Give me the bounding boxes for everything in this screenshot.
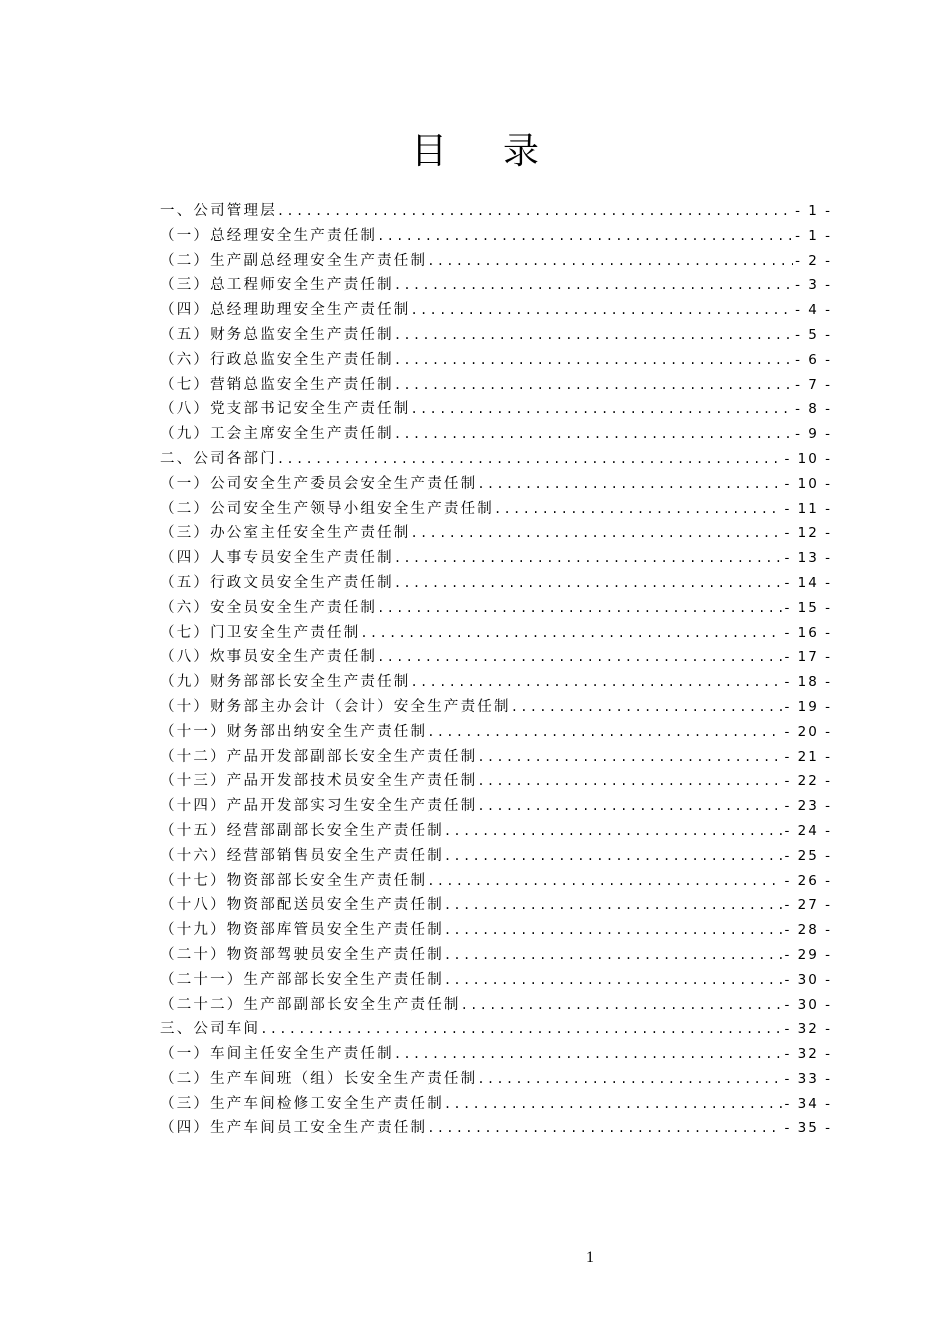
toc-entry-label: （一）总经理安全生产责任制 [160,227,378,244]
toc-entry-page: - 2 - [795,252,832,269]
toc-entry-label: （二）生产车间班（组）长安全生产责任制 [160,1070,478,1087]
toc-dot-leader [444,1092,783,1117]
toc-entry[interactable] [160,298,832,323]
toc-entry-page: - 10 - [784,475,832,492]
toc-entry-label: （十）财务部主办会计（会计）安全生产责任制 [160,698,511,715]
toc-entry[interactable] [160,844,832,869]
toc-entry-label: （二十一）生产部部长安全生产责任制 [160,971,444,988]
toc-entry[interactable] [160,1116,832,1141]
toc-dot-leader [444,943,783,968]
toc-entry-label: （七）门卫安全生产责任制 [160,624,361,641]
toc-dot-leader [394,348,793,373]
toc-dot-leader [477,472,782,497]
toc-entry[interactable] [160,472,832,497]
toc-dot-leader [411,521,783,546]
toc-entry[interactable] [160,546,832,571]
toc-entry[interactable] [160,769,832,794]
toc-dot-leader [411,298,794,323]
toc-dot-leader [394,273,793,298]
toc-dot-leader [377,224,793,249]
toc-dot-leader [477,745,782,770]
toc-entry-label: （十二）产品开发部副部长安全生产责任制 [160,748,478,765]
toc-entry-label: （二十）物资部驾驶员安全生产责任制 [160,946,444,963]
toc-entry-label: （十四）产品开发部实习生安全生产责任制 [160,798,478,815]
table-of-contents [160,199,832,1141]
toc-entry-page: - 34 - [784,1095,832,1112]
toc-entry-page: - 19 - [784,698,832,715]
toc-entry-label: （十一）财务部出纳安全生产责任制 [160,723,428,740]
toc-entry-page: - 30 - [784,971,832,988]
toc-entry[interactable] [160,249,832,274]
toc-entry[interactable] [160,943,832,968]
toc-entry[interactable] [160,447,832,472]
toc-entry-page: - 30 - [784,996,832,1013]
toc-entry-label: （九）工会主席安全生产责任制 [160,426,394,443]
toc-entry-label: （三）办公室主任安全生产责任制 [160,525,411,542]
toc-entry-page: - 1 - [795,227,832,244]
toc-dot-leader [427,720,782,745]
toc-dot-leader [394,546,783,571]
toc-entry-page: - 11 - [784,500,832,517]
toc-entry[interactable] [160,323,832,348]
toc-entry-page: - 14 - [784,574,832,591]
toc-entry-page: - 26 - [784,872,832,889]
toc-dot-leader [277,199,793,224]
page-title: 目录 [410,131,595,172]
toc-entry[interactable] [160,993,832,1018]
toc-entry-label: （十三）产品开发部技术员安全生产责任制 [160,773,478,790]
toc-entry-label: 三、公司车间 [160,1021,261,1038]
toc-entry-page: - 7 - [795,376,832,393]
toc-entry-label: （十九）物资部库管员安全生产责任制 [160,922,444,939]
toc-entry-label: （八）党支部书记安全生产责任制 [160,401,411,418]
toc-entry-page: - 3 - [795,277,832,294]
toc-entry-label: （六）行政总监安全生产责任制 [160,351,394,368]
toc-entry[interactable] [160,348,832,373]
toc-entry[interactable] [160,621,832,646]
toc-entry-page: - 27 - [784,897,832,914]
toc-dot-leader [511,695,783,720]
toc-entry-page: - 15 - [784,599,832,616]
toc-entry[interactable] [160,497,832,522]
toc-entry-page: - 17 - [784,649,832,666]
toc-entry[interactable] [160,1042,832,1067]
toc-entry-label: （一）车间主任安全生产责任制 [160,1046,394,1063]
toc-entry-label: （十六）经营部销售员安全生产责任制 [160,847,444,864]
toc-entry[interactable] [160,1067,832,1092]
toc-dot-leader [277,447,783,472]
toc-dot-leader [444,918,783,943]
toc-entry-page: - 32 - [784,1021,832,1038]
toc-entry-page: - 32 - [784,1046,832,1063]
toc-entry-page: - 20 - [784,723,832,740]
toc-entry-label: （十八）物资部配送员安全生产责任制 [160,897,444,914]
toc-entry-page: - 1 - [795,203,832,219]
toc-entry-page: - 33 - [784,1070,832,1087]
toc-entry[interactable] [160,1017,832,1042]
toc-entry[interactable] [160,1092,832,1117]
toc-entry[interactable] [160,794,832,819]
toc-entry[interactable] [160,869,832,894]
toc-dot-leader [444,893,783,918]
toc-entry-label: （六）安全员安全生产责任制 [160,599,378,616]
toc-entry-page: - 8 - [795,401,832,418]
toc-entry-label: （二十二）生产部副部长安全生产责任制 [160,996,461,1013]
toc-entry-label: 一、公司管理层 [160,203,277,219]
toc-dot-leader [411,670,783,695]
toc-entry-page: - 18 - [784,674,832,691]
toc-entry-page: - 10 - [784,450,832,467]
toc-entry-page: - 25 - [784,847,832,864]
toc-entry[interactable] [160,645,832,670]
toc-dot-leader [411,397,794,422]
toc-dot-leader [360,621,782,646]
toc-entry-page: - 9 - [795,426,832,443]
toc-entry-label: （三）生产车间检修工安全生产责任制 [160,1095,444,1112]
toc-dot-leader [477,1067,782,1092]
toc-entry[interactable] [160,670,832,695]
toc-entry-label: （九）财务部部长安全生产责任制 [160,674,411,691]
toc-entry-page: - 22 - [784,773,832,790]
toc-dot-leader [394,422,793,447]
toc-entry[interactable] [160,397,832,422]
toc-entry-page: - 16 - [784,624,832,641]
toc-dot-leader [477,794,782,819]
toc-dot-leader [377,596,782,621]
toc-entry[interactable] [160,571,832,596]
toc-dot-leader [394,1042,783,1067]
toc-entry[interactable] [160,819,832,844]
toc-entry-page: - 28 - [784,922,832,939]
toc-dot-leader [494,497,782,522]
toc-entry-label: （八）炊事员安全生产责任制 [160,649,378,666]
toc-entry[interactable] [160,199,832,224]
toc-entry[interactable] [160,695,832,720]
toc-entry-page: - 5 - [795,326,832,343]
toc-entry-page: - 4 - [795,302,832,319]
toc-entry-label: （二）生产副总经理安全生产责任制 [160,252,428,269]
toc-dot-leader [444,844,783,869]
toc-entry-page: - 29 - [784,946,832,963]
toc-dot-leader [461,993,783,1018]
toc-dot-leader [427,869,782,894]
toc-entry-label: 二、公司各部门 [160,450,277,467]
toc-entry[interactable] [160,918,832,943]
toc-entry[interactable] [160,521,832,546]
toc-entry-label: （二）公司安全生产领导小组安全生产责任制 [160,500,494,517]
toc-entry-label: （七）营销总监安全生产责任制 [160,376,394,393]
toc-entry-page: - 12 - [784,525,832,542]
toc-dot-leader [260,1017,782,1042]
toc-entry[interactable] [160,273,832,298]
toc-dot-leader [427,1116,782,1141]
page-number: 1 [586,1249,594,1266]
toc-entry[interactable] [160,422,832,447]
toc-entry[interactable] [160,968,832,993]
toc-dot-leader [394,323,793,348]
toc-entry-label: （四）生产车间员工安全生产责任制 [160,1120,428,1137]
toc-dot-leader [394,571,783,596]
toc-entry-label: （五）行政文员安全生产责任制 [160,574,394,591]
toc-entry[interactable] [160,224,832,249]
toc-entry-label: （十七）物资部部长安全生产责任制 [160,872,428,889]
toc-entry[interactable] [160,893,832,918]
toc-entry[interactable] [160,720,832,745]
toc-entry-page: - 24 - [784,822,832,839]
toc-entry-label: （四）人事专员安全生产责任制 [160,550,394,567]
toc-entry-page: - 23 - [784,798,832,815]
toc-entry-label: （三）总工程师安全生产责任制 [160,277,394,294]
toc-entry[interactable] [160,745,832,770]
toc-entry-label: （四）总经理助理安全生产责任制 [160,302,411,319]
toc-dot-leader [377,645,782,670]
toc-entry[interactable] [160,373,832,398]
toc-entry-label: （五）财务总监安全生产责任制 [160,326,394,343]
toc-entry-page: - 13 - [784,550,832,567]
toc-dot-leader [477,769,782,794]
toc-dot-leader [394,373,793,398]
toc-entry-label: （十五）经营部副部长安全生产责任制 [160,822,444,839]
toc-dot-leader [444,968,783,993]
toc-dot-leader [427,249,793,274]
toc-entry-page: - 21 - [784,748,832,765]
toc-entry[interactable] [160,596,832,621]
toc-dot-leader [444,819,783,844]
toc-entry-page: - 35 - [784,1120,832,1137]
toc-entry-label: （一）公司安全生产委员会安全生产责任制 [160,475,478,492]
toc-entry-page: - 6 - [795,351,832,368]
